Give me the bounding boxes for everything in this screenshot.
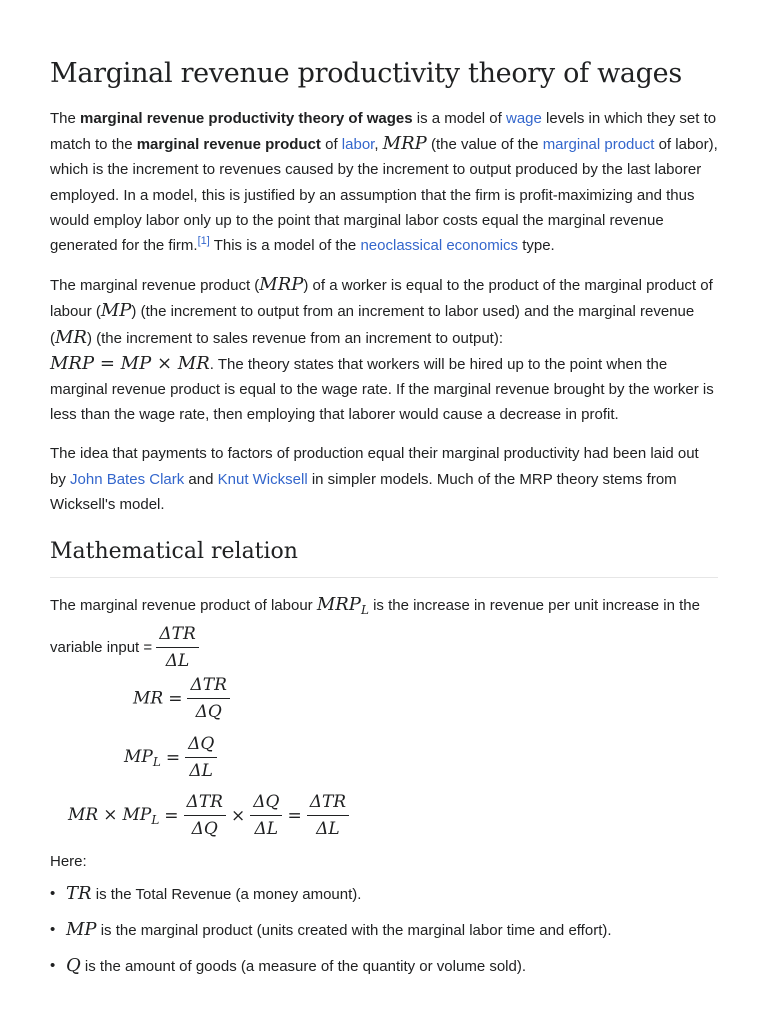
- reference-link[interactable]: [1]: [197, 235, 210, 248]
- link-john-bates-clark[interactable]: John Bates Clark: [70, 470, 185, 488]
- link-wage[interactable]: wage: [506, 110, 542, 127]
- equation-mrp: MRP = MP × MR: [50, 352, 210, 374]
- math-mrp: MRP: [382, 133, 427, 155]
- text: This is a model of the: [209, 237, 361, 255]
- text: The: [50, 110, 81, 127]
- list-item: [50, 880, 718, 916]
- list-item: [50, 916, 718, 952]
- section-intro: [50, 592, 718, 672]
- text: type.: [518, 237, 555, 255]
- history-paragraph: [50, 441, 718, 517]
- math-mp: MP: [100, 300, 132, 322]
- equation-mr: MR = $\frac{\text{ΔTR}}{\Delta Q}$: [133, 674, 230, 723]
- text: ) (the increment to sales revenue from an increment to output):: [86, 329, 504, 347]
- text: The marginal revenue product (: [50, 277, 260, 295]
- equation-mpl: $MP_L$ = $\frac{\Delta Q}{\Delta L}$: [124, 733, 217, 782]
- text: of labor), which is the increment to revenues caused by the increment to output produced by the last laborer employed. In a model, this is justified by an assumption that the firm is profit-maximizing and thus would employ labor only up to the point that marginal labor costs equal the marginal revenue generated for the firm.: [50, 136, 718, 255]
- math-mrp: MRP: [259, 274, 304, 296]
- text: (the value of the: [426, 136, 543, 154]
- fraction-tr-over-l: $\frac{\text{ΔTR}}{\Delta L}$: [156, 623, 198, 672]
- text: variable input =: [50, 639, 157, 657]
- text: of: [320, 136, 342, 154]
- math-q: Q: [66, 955, 81, 976]
- mrp-paragraph: [50, 272, 718, 427]
- text: and: [184, 470, 218, 488]
- math-tr: TR: [66, 883, 92, 904]
- link-labor[interactable]: labor: [341, 136, 375, 154]
- bold-term: marginal revenue productivity theory of wages: [80, 110, 413, 127]
- intro-paragraph: [50, 106, 718, 258]
- text: The idea that payments to factors of production equal their marginal productivity had been laid out by: [50, 445, 699, 488]
- text: is the marginal product (units created with the marginal labor time and effort).: [96, 922, 612, 939]
- section-heading: Mathematical relation: [50, 537, 718, 578]
- text: ) of a worker is equal to the product of the marginal product of labour (: [50, 277, 713, 321]
- equation-mr-times-mpl: MR × $MP_L$ = $\frac{\text{ΔTR}}{\Delta Q}$ × $\frac{\Delta Q}{\Delta L}$ = $\frac{\text{ΔTR}}{\Delta L}$: [68, 791, 349, 840]
- math-mrp-l: $MRP_L$: [316, 594, 369, 618]
- list-item: [50, 952, 718, 988]
- text: is the increase in revenue per unit increase in the: [368, 597, 700, 615]
- text: . The theory states that workers will be hired up to the point when the marginal revenue product is equal to the wage rate. If the marginal revenue brought by the worker is less than the wage rate, then employing that laborer would cause a decrease in profit.: [50, 355, 714, 424]
- text: in simpler models. Much of the MRP theory stems from Wicksell's model.: [50, 470, 677, 513]
- text: ,: [374, 136, 383, 154]
- link-knut-wicksell[interactable]: Knut Wicksell: [217, 470, 308, 488]
- definition-list: [50, 880, 718, 988]
- text: is the amount of goods (a measure of the quantity or volume sold).: [80, 958, 527, 975]
- text: is the Total Revenue (a money amount).: [91, 886, 362, 903]
- bold-term: marginal revenue product: [136, 136, 321, 154]
- math-mr: MR: [55, 326, 87, 348]
- link-neoclassical-economics[interactable]: neoclassical economics: [360, 237, 519, 255]
- here-label: Here:: [50, 853, 87, 870]
- text: levels in which they set to match to the: [50, 110, 717, 154]
- math-mp: MP: [66, 919, 97, 940]
- link-marginal-product[interactable]: marginal product: [542, 136, 655, 154]
- page-title: Marginal revenue productivity theory of wages: [50, 58, 682, 89]
- text: ) (the increment to output from an increment to labor used) and the marginal revenue (: [50, 303, 695, 347]
- text: The marginal revenue product of labour: [50, 597, 317, 615]
- text: is a model of: [412, 110, 506, 127]
